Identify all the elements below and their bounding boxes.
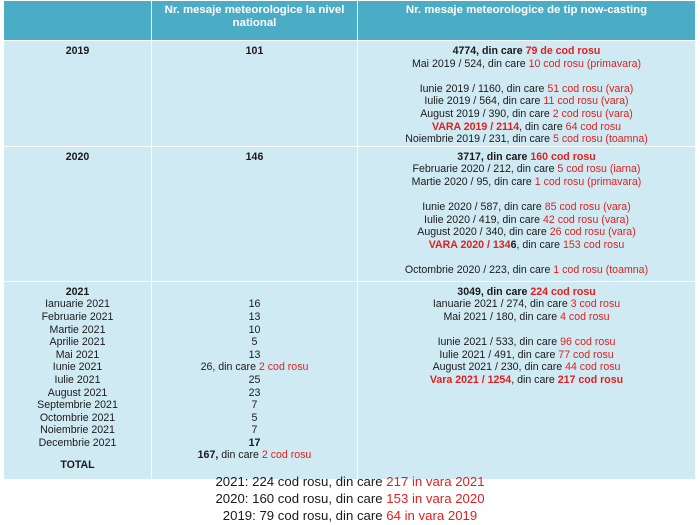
nc-summer-line: VARA 2020 / 1346, din care 153 cod rosu	[428, 238, 625, 251]
month-label: Iunie 2021	[52, 361, 103, 374]
nc-line: Iulie 2021 / 491, din care 77 cod rosu	[439, 348, 614, 361]
cell-2020-year	[4, 146, 152, 281]
nc-line: August 2021 / 230, din care 44 cod rosu	[432, 361, 621, 374]
month-count: 26, din care 2 cod rosu	[200, 361, 309, 374]
row-2021	[4, 281, 696, 479]
header-nowcasting: Nr. mesaje meteorologice de tip now-casting	[358, 1, 696, 41]
month-label: August 2021	[47, 386, 108, 399]
summary-line-2020: 2020: 160 cod rosu, din care 153 in vara 2020	[215, 491, 485, 506]
nc-line: Iulie 2020 / 419, din care 42 cod rosu (vara)	[424, 213, 629, 226]
month-label: Februarie 2021	[41, 310, 114, 323]
month-count: 7	[251, 399, 258, 412]
month-label: Septembrie 2021	[37, 399, 118, 412]
nc-line: Iunie 2021 / 533, din care 96 cod rosu	[437, 336, 616, 349]
nc-summer-line: Vara 2021 / 1254, din care 217 cod rosu	[429, 373, 624, 386]
month-count: 10	[248, 323, 261, 336]
month-label: Octombrie 2021	[39, 411, 116, 424]
row-2020	[4, 146, 696, 281]
nc-line: Iunie 2020 / 587, din care 85 cod rosu (vara)	[422, 201, 631, 214]
month-count: 17	[248, 436, 261, 449]
cell-2019-nowcasting	[358, 41, 696, 147]
nc-line: Ianuarie 2021 / 274, din care 3 cod rosu	[432, 298, 621, 311]
header-national: Nr. mesaje meteorologice la nivel national	[152, 1, 358, 41]
cell-2020-national	[152, 146, 358, 281]
year-label: 2020	[65, 150, 90, 163]
nc-line: August 2020 / 340, din care 26 cod rosu (vara)	[417, 226, 636, 239]
month-label: Decembrie 2021	[38, 436, 117, 449]
cell-2019-national	[152, 41, 358, 147]
national-count: 146	[245, 150, 264, 163]
total-label: TOTAL	[60, 459, 95, 472]
nc-line: Iunie 2019 / 1160, din care 51 cod rosu (vara)	[419, 82, 634, 95]
nc-line: Iulie 2019 / 564, din care 11 cod rosu (vara)	[424, 95, 629, 108]
nc-total-line: 3717, din care 160 cod rosu	[457, 150, 596, 163]
month-count: 13	[248, 310, 261, 323]
meteo-messages-table	[3, 0, 696, 480]
total-count: 167, din care 2 cod rosu	[197, 449, 312, 462]
nc-line: Mai 2021 / 180, din care 4 cod rosu	[443, 310, 610, 323]
summary-block	[0, 473, 700, 524]
cell-2019-year	[4, 41, 152, 147]
summary-line-2021: 2021: 224 cod rosu, din care 217 in vara 2021	[215, 474, 485, 489]
nc-total-line: 3049, din care 224 cod rosu	[457, 285, 596, 298]
cell-2021-months	[4, 281, 152, 479]
month-count: 16	[248, 298, 261, 311]
month-label: Martie 2021	[49, 323, 106, 336]
month-label: Iulie 2021	[54, 373, 101, 386]
nc-line: Noiembrie 2019 / 231, din care 5 cod rosu (toamna)	[405, 133, 648, 146]
nc-total-line: 4774, din care 79 de cod rosu	[452, 45, 601, 57]
cell-2021-national	[152, 281, 358, 479]
month-count: 25	[248, 373, 261, 386]
year-label: 2021	[65, 285, 90, 298]
nc-line: Octombrie 2020 / 223, din care 1 cod rosu (toamna)	[404, 264, 649, 277]
month-label: Aprilie 2021	[49, 336, 106, 349]
row-2019	[4, 41, 696, 147]
national-count: 101	[245, 45, 264, 57]
month-count: 5	[251, 336, 258, 349]
cell-2020-nowcasting	[358, 146, 696, 281]
nc-line: Mai 2019 / 524, din care 10 cod rosu (primavara)	[411, 57, 642, 70]
month-count: 13	[248, 348, 261, 361]
month-label: Mai 2021	[55, 348, 100, 361]
nc-line: Martie 2020 / 95, din care 1 cod rosu (primavara)	[411, 175, 642, 188]
year-label: 2019	[65, 45, 90, 57]
month-label: Noiembrie 2021	[40, 424, 115, 437]
nc-line: August 2019 / 390, din care 2 cod rosu (vara)	[420, 107, 633, 120]
month-label: Ianuarie 2021	[45, 298, 110, 311]
summary-line-2019: 2019: 79 cod rosu, din care 64 in vara 2019	[222, 508, 478, 523]
nc-summer-line: VARA 2019 / 2114, din care 64 cod rosu	[431, 120, 622, 133]
month-count: 7	[251, 424, 258, 437]
month-count: 23	[248, 386, 261, 399]
header-year	[4, 1, 152, 41]
month-count: 5	[251, 411, 258, 424]
nc-line: Februarie 2020 / 212, din care 5 cod rosu (iarna)	[412, 163, 641, 176]
header-row	[4, 1, 696, 41]
cell-2021-nowcasting	[358, 281, 696, 479]
